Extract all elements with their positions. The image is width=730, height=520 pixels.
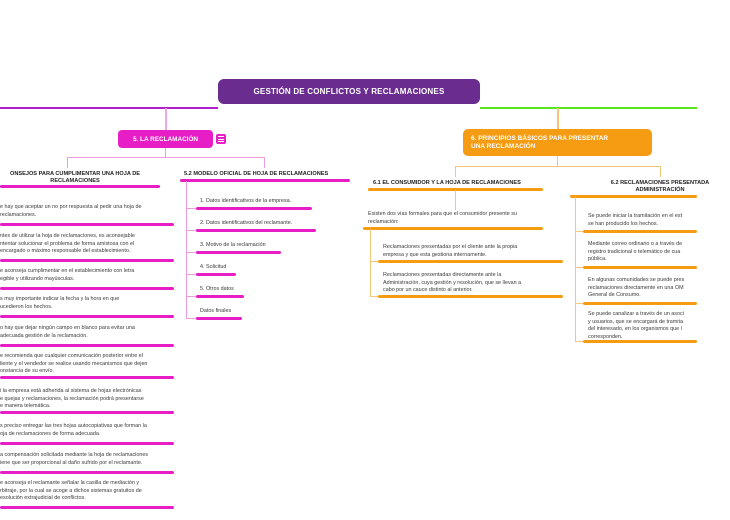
consejo-item-5[interactable]: o hay que dejar ningún campo en blanco para evitar una adecuada gestión de la reclamación. bbox=[0, 325, 135, 339]
modelo-header[interactable]: 5.2 MODELO OFICIAL DE HOJA DE RECLAMACIONES bbox=[184, 171, 329, 177]
modelo-underline-1 bbox=[196, 207, 312, 210]
modelo-item-2[interactable]: 2. Datos identificativos del reclamante. bbox=[200, 220, 293, 226]
administracion-item-3[interactable]: En algunas comunidades se puede pres reclamaciones directamente en una OM General de Consumo. bbox=[588, 277, 685, 299]
consejo-underline-7 bbox=[0, 411, 174, 414]
consumidor-item-1[interactable]: Reclamaciones presentadas por el cliente ante la propia empresa y que esta gestiona internamente. bbox=[383, 244, 518, 258]
administracion-branch-1 bbox=[575, 231, 583, 232]
administracion-item-1[interactable]: Se puede iniciar la tramitación en el est se han producido los hechos. bbox=[588, 213, 683, 227]
consejo-item-6[interactable]: e recomienda que cualquier comunicación posterior entre el liente y el vendedor se realice usando mecanismos que dejen onstancia de su envío. bbox=[0, 353, 148, 375]
consejo-item-7[interactable]: i la empresa está adherida al sistema de hojas electrónicas e quejas y reclamaciones, la reclamación podrá presentarse e manera telemática. bbox=[0, 388, 144, 410]
central-topic-label: GESTIÓN DE CONFLICTOS Y RECLAMACIONES bbox=[253, 87, 445, 96]
administracion-branch-2 bbox=[575, 267, 583, 268]
consejo-item-3[interactable]: e aconseja cumplimentar en el establecimiento con letra egible y utilizando mayúsculas. bbox=[0, 268, 135, 282]
consejo-item-8[interactable]: s preciso entregar las tres hojas autocopiativas que forman la oja de reclamaciones de forma adecuada. bbox=[0, 423, 147, 437]
consejo-item-2[interactable]: ntes de utilizar la hoja de reclamaciones, es aconsejable ntentar solucionar el problema de forma amistosa con el encargado o máximo responsable del establecimiento. bbox=[0, 233, 135, 255]
modelo-branch-6 bbox=[186, 318, 196, 319]
consumidor-underline-2 bbox=[378, 295, 563, 298]
right-sub-line-h bbox=[455, 166, 661, 167]
administracion-underline-1 bbox=[583, 230, 697, 233]
modelo-underline-6 bbox=[196, 317, 242, 320]
administracion-underline-4 bbox=[583, 340, 697, 343]
modelo-branch-1 bbox=[186, 208, 196, 209]
consumidor-item-2[interactable]: Reclamaciones presentadas directamente ante la Administración, cuya gestión y resolución, que se llevan a cabo por un cauce distinto al anterior. bbox=[383, 272, 522, 294]
connector-left-main bbox=[0, 107, 218, 109]
left-sub-line-v-consejos bbox=[67, 157, 68, 168]
central-topic[interactable] bbox=[218, 79, 480, 104]
consumidor-link-line bbox=[455, 190, 456, 210]
administracion-branch-3 bbox=[575, 303, 583, 304]
administracion-vertical-line bbox=[575, 197, 576, 341]
topic-principios-basicos-label: 6. PRINCIPIOS BÁSICOS PARA PRESENTAR UNA RECLAMACIÓN bbox=[471, 134, 609, 150]
menu-icon[interactable] bbox=[216, 134, 226, 144]
consumidor-branch-1 bbox=[370, 261, 378, 262]
administracion-item-2[interactable]: Mediante correo ordinario o a través de registro tradicional o telemático de cua pública. bbox=[588, 241, 683, 263]
consejo-item-4[interactable]: s muy importante indicar la fecha y la hora en que ucedieron los hechos. bbox=[0, 296, 120, 310]
consumidor-header[interactable]: 6.1 EL CONSUMIDOR Y LA HOJA DE RECLAMACIONES bbox=[373, 180, 521, 186]
consejo-item-10[interactable]: e aconseja el reclamante señalar la casilla de mediación y rbitraje, por la cual se acoge a dichos sistemas gratuitos de esolución extrajudicial de conflictos. bbox=[0, 480, 142, 502]
modelo-branch-3 bbox=[186, 252, 196, 253]
administracion-header-underline bbox=[570, 195, 697, 198]
consumidor-intro-underline bbox=[363, 227, 543, 230]
consejos-header-underline bbox=[0, 185, 160, 188]
consejo-underline-4 bbox=[0, 315, 174, 318]
administracion-item-4[interactable]: Se puede canalizar a través de un asoci y usuarios, que se encargará de tramita del interesado, en los organismos que l corresponden. bbox=[588, 311, 684, 340]
modelo-underline-4 bbox=[196, 273, 236, 276]
topic-la-reclamacion[interactable] bbox=[118, 130, 213, 148]
connector-right-main bbox=[480, 107, 697, 109]
consejo-underline-5 bbox=[0, 344, 174, 347]
modelo-branch-4 bbox=[186, 274, 196, 275]
consejo-underline-1 bbox=[0, 223, 174, 226]
topic-la-reclamacion-label: 5. LA RECLAMACIÓN bbox=[132, 135, 199, 143]
left-sub-line-v-modelo bbox=[264, 157, 265, 168]
modelo-vertical-line bbox=[186, 181, 187, 318]
consejo-underline-3 bbox=[0, 287, 174, 290]
consejos-header[interactable]: ONSEJOS PARA CUMPLIMENTAR UNA HOJA DE RECLAMACIONES bbox=[9, 171, 140, 184]
topic-principios-basicos[interactable] bbox=[463, 129, 652, 156]
modelo-underline-3 bbox=[196, 251, 281, 254]
modelo-item-6[interactable]: Datos finales bbox=[200, 308, 232, 314]
modelo-item-5[interactable]: 5. Otros datos bbox=[200, 286, 234, 292]
connector-right-drop bbox=[557, 108, 559, 129]
administracion-header[interactable]: 6.2 RECLAMACIONES PRESENTADA ADMINISTRACIÓN bbox=[610, 180, 710, 193]
right-sub-line-v-administracion bbox=[660, 166, 661, 177]
administracion-underline-2 bbox=[583, 266, 697, 269]
modelo-item-4[interactable]: 4. Solicitud bbox=[200, 264, 227, 270]
consejo-item-1[interactable]: e hay que aceptar un no por respuesta al pedir una hoja de reclamaciones. bbox=[0, 204, 142, 218]
consejo-underline-2 bbox=[0, 259, 174, 262]
administracion-underline-3 bbox=[583, 302, 697, 305]
modelo-underline-2 bbox=[196, 229, 316, 232]
consumidor-branch-2 bbox=[370, 296, 378, 297]
modelo-header-underline bbox=[180, 179, 350, 182]
modelo-underline-5 bbox=[196, 295, 244, 298]
administracion-branch-4 bbox=[575, 341, 583, 342]
right-sub-line-v-consumidor bbox=[455, 166, 456, 177]
consejo-underline-9 bbox=[0, 471, 174, 474]
modelo-branch-5 bbox=[186, 296, 196, 297]
consumidor-vertical-line bbox=[370, 229, 371, 296]
consejo-underline-10 bbox=[0, 506, 174, 509]
modelo-item-3[interactable]: 3. Motivo de la reclamación bbox=[200, 242, 266, 248]
consejo-item-9[interactable]: a compensación solicitada mediante la hoja de reclamaciones iene que ser proporcional al daño sufrido por el reclamante. bbox=[0, 452, 149, 466]
left-sub-line-h bbox=[67, 157, 265, 158]
modelo-branch-2 bbox=[186, 230, 196, 231]
consejo-underline-6 bbox=[0, 376, 174, 379]
consumidor-intro[interactable]: Existen dos vías formales para que el consumidor presente su reclamación: bbox=[368, 211, 517, 225]
left-sub-line-v-center bbox=[165, 148, 166, 158]
connector-left-drop bbox=[165, 108, 167, 130]
consejo-underline-8 bbox=[0, 442, 174, 445]
consumidor-underline-1 bbox=[378, 260, 563, 263]
modelo-item-1[interactable]: 1. Datos identificativos de la empresa. bbox=[200, 198, 292, 204]
